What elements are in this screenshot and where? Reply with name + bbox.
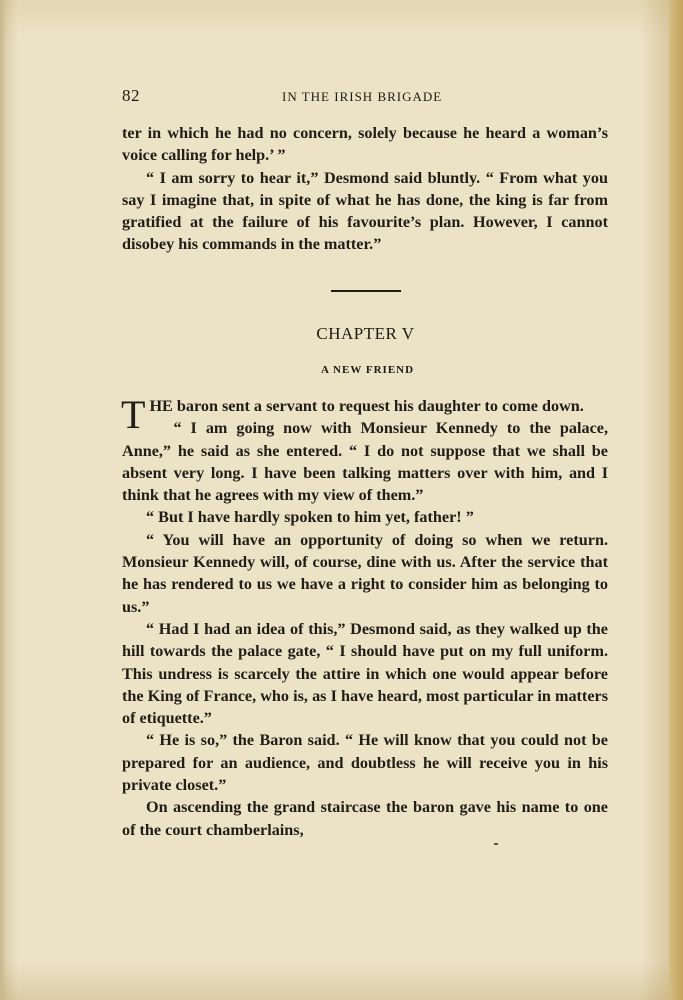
paragraph: “ I am going now with Monsieur Kennedy to the palace, Anne,” he said as she entered. “ I do not suppose that we shall be absent very long. I have been talking matters over with him, and I think that he agrees with my view of them.” xyxy=(122,419,608,505)
paragraph: “ He is so,” the Baron said. “ He will know that you could not be prepared for an audience, and doubtless he will receive you in his private closet.” xyxy=(122,731,608,795)
page-number: 82 xyxy=(122,86,140,105)
paragraph: “ I am sorry to hear it,” Desmond said bluntly. “ From what you say I imagine that, in spite of what he has done, the king is far from gratified at the failure of his favourite’s plan. However, I cannot disobey his commands in the matter.” xyxy=(122,168,608,254)
chapter-body xyxy=(121,392,608,841)
chapter-title-text: CHAPTER V xyxy=(316,324,415,343)
ink-mark xyxy=(494,843,498,845)
paragraph: “ You will have an opportunity of doing so when we return. Monsieur Kennedy will, of course, dine with us. After the service that he has rendered to us we have a right to consider him as belonging to us.” xyxy=(122,530,608,616)
paragraph: “ Had I had an idea of this,” Desmond said, as they walked up the hill towards the palace gate, “ I should have put on my full uniform. This undress is scarcely the attire in which one would appear before the King of France, who is, as I have heard, most particular in matters of etiquette.” xyxy=(122,619,608,728)
section-divider xyxy=(331,290,401,292)
top-text-block xyxy=(122,122,608,256)
chapter-subtitle xyxy=(0,364,683,376)
paragraph: On ascending the grand staircase the baron gave his name to one of the court chamberlains, xyxy=(122,798,608,839)
running-head: IN THE IRISH BRIGADE xyxy=(282,89,443,104)
first-paragraph xyxy=(121,392,608,437)
chapter-subtitle-text: A NEW FRIEND xyxy=(320,364,415,376)
page-left-edge xyxy=(0,0,6,1000)
page-header xyxy=(122,86,608,110)
page-right-edge xyxy=(669,0,683,1000)
paragraph: “ But I have hardly spoken to him yet, father! ” xyxy=(146,508,474,527)
paragraph: ter in which he had no concern, solely because he heard a woman’s voice calling for help.’ ” xyxy=(122,124,608,165)
first-paragraph-text: HE baron sent a servant to request his daughter to come down. xyxy=(149,397,584,415)
drop-cap: T xyxy=(121,392,146,437)
chapter-title xyxy=(0,324,683,344)
